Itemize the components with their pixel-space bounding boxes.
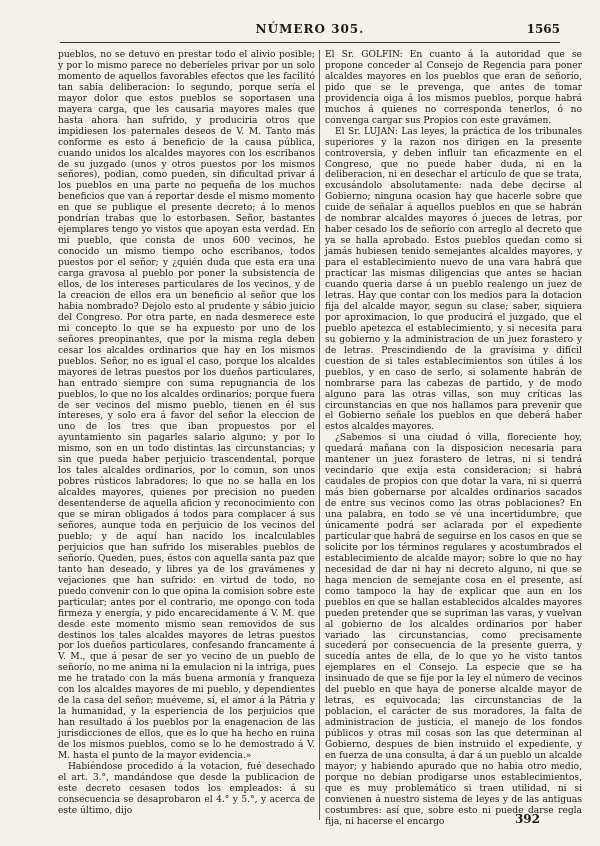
column-divider (319, 50, 321, 820)
left-column (58, 50, 315, 817)
footer-page-number: 392 (514, 812, 540, 826)
left-paragraph: pueblos, no se detuvo en prestar todo el alivio posible; y por lo mismo parece no deberíeles privar por un solo momento de aquellos favorables efectos que les facilitó tan sabia deliberacion: lo segundo, porque sería el mayor dolor que estos pueblos se soportasen una mayera carga, que les causaria mayores males que hasta ahora han sufrido, y produciria otros que impidiesen los paternales deseos de V. M. Tanto más conforme es esto á beneficio de la causa pública, cuando unidos los alcaldes mayores con los escribanos de su juzgado (unos y otros puestos por los mismos señores), podian, como pueden, sin dificultad privar á los pueblos en una parte no pequeña de los muchos beneficios que van á reportar desde el mismo momento en que se publique el presente decreto; á lo menos pondrían trabas que lo estorbasen. Señor, bastantes ejemplares tengo yo vistos que apoyan esta verdad. En mi pueblo, que consta de unos 600 vecinos, he conocido un mismo tiempo ocho escribanos, todos puestos por el señor; y ¿quién duda que esta era una carga gravosa al pueblo por poner la subsistencia de ellos, de los intereses particulares de los vecinos, y de la creacion de ellos era un beneficio al señor que los habia nombrado? Dejolo esto al prudente y sábio juicio del Congreso. Por otra parte, en nada desmerece este mi concepto lo que se ha expuesto por uno de los señores preopinantes, que por la misma regla deben cesar los alcaldes ordinarios que hay en los mismos pueblos. Señor, no es igual el caso, porque los alcaldes mayores de letras puestos por los dueños particulares, han entrado siempre con suma repugnancia de los pueblos, lo que no los alcaldes ordinarios; porque fuera de ser vecinos del mismo pueblo, tienen en él sus intereses, y solo era á favor del señor la eleccion de uno de los tres que iban propuestos por el ayuntamiento sin pagarles salario alguno; y por lo mismo, son en un todo distintas las circunstancias; y sin que pueda haber perjuicio trascendental, porque los tales alcaldes ordinarios, por lo comun, son unos pobres rústicos labradores; lo que no se halla en los alcaldes mayores, quienes por precision no pueden desentenderse de aquella aficion y reconocimiento con que se miran obligados á todos para complacer á sus señores, aunque toda en perjuicio de los vecinos del pueblo; y de aquí han nacido los incalculables perjuicios que han sufrido los miserables pueblos de señorío. Queden, pues, éstos con aquella santa paz que tanto han deseado, y libres ya de los gravámenes y vejaciones que han sufrido: en virtud de todo, no puedo convenir con lo que opina la comision sobre este particular; antes por el contrario, me opongo con toda firmeza y energía, y pido encarecidamente á V. M. que desde este momento mismo sean removidos de sus destinos los tales alcaldes mayores de letras puestos por los dueños particulares, confesando francamente á V. M., que á pesar de ser yo vecino de un pueblo de señorío, no me anima ni la emulacion ni la intriga, pues me he tratado con la más buena armonía y franqueza con los alcaldes mayores de mi pueblo, y dependientes de la casa del señor; muéveme, sí, el amor á la Pátria y la humanidad, y la esperiencia de los perjuicios que han resultado á los pueblos por la enagenacion de las jurisdicciones de ellos, que es lo que ha hecho en ruina de los mismos pueblos, como se lo he demostrado á V. M. hasta el punto de la mayor evidencia.» (58, 50, 315, 761)
right-paragraph: El Sr. LUJAN: Las leyes, la práctica de los tribunales superiores y la razon nos dirigen en la presente controversia, y deben influir tan eficazmente en el Congreso, que no puede haber duda, ni en la deliberacion, ni en desechar el artículo de que se trata, excusándolo absolutamente: nada debe decirse al Gobierno; ninguna ocasion hay que hacerle sobre que cuide de señalar á aquellos pueblos en que se habrán de nombrar alcaldes mayores ó jueces de letras, por haber cesado los de señorío con arreglo al decreto que ya se halla aprobado. Estos pueblos quedan como si jamás hubiesen tenido semejantes alcaldes mayores, y para el establecimiento nuevo de una vara habrá que practicar las mismas diligencias que antes se hacian cuando queria darse á un pueblo realengo un juez de letras. Hay que contar con los medios para la dotacion fija del alcalde mayor, segun su clase; saber, siquiera por aproximacion, lo que producirá el juzgado, que el pueblo apetezca el establecimiento, y si necesita para su gobierno y la administracion de un juez forastero y de letras. Prescindiendo de la gravísima y difícil cuestion de si tales establecimientos son útiles á los pueblos, y en caso de serlo, si solamente habrán de nombrarse para las cabezas de partido, y de modo alguno para las otras villas, son muy críticas las circunstancias en que nos hallamos para prevenir que el Gobierno señale los pueblos en que deberá haber estos alcaldes mayores. (325, 126, 582, 433)
header-page-number: 1565 (526, 22, 560, 36)
page-header (60, 22, 560, 42)
header-rule (60, 42, 560, 44)
right-paragraph: El Sr. GOLFIN: En cuanto á la autoridad que se propone conceder al Consejo de Regencia para poner alcaldes mayores en los pueblos que eran de señorío, pido que se le prevenga, que antes de tomar providencia oiga á los mismos pueblos, porque habrá muchos á quienes no corresponda tenerlos, ó no convenga cargar sus Propios con este gravámen. (325, 50, 582, 126)
right-column (325, 50, 582, 828)
right-paragraph: ¿Sabemos si una ciudad ó villa, floreciente hoy, quedará mañana con la disposicion necesaria para mantener un juez forastero de letras, ni si tendrá vecindario que exija esta consideracion; si habrá caudales de propios con que dotar la vara, ni si querrá más bien gobernarse por alcaldes ordinarios sacados de entre sus vecinos como las otras poblaciones? En una palabra, en todo se vé una incertidumbre, que únicamente podrá ser aclarada por el expediente particular que habrá de seguirse en los casos en que se solicite por los términos regulares y acostumbrados el establecimiento de alcalde mayor; sobre lo que no hay necesidad de dar ni hay ni decreto alguno, ni que se haga mencion de semejante cosa en el presente, así como tampoco la hay de explicar que aun en los pueblos en que se hallan establecidos alcaldes mayores pueden pretender que se supriman las varas, y vuelvan al gobierno de los alcaldes ordinarios por haber variado las circunstancias, como precisamente sucederá por consecuencia de la presente guerra, y sucedía antes de ella, de lo que yo he visto tantos ejemplares en el Consejo. La especie que se ha insinuado de que se fije por la ley el número de vecinos del pueblo en que haya de ponerse alcalde mayor de letras, es equivocada; las circunstancias de la poblacion, el carácter de sus moradores, la falta de administracion de justicia, el manejo de los fondos públicos y otras mil cosas son las que determinan al Gobierno, despues de bien instruido el expediente, y en fuerza de una consulta, á dar á un pueblo un alcalde mayor; y habiendo apurado que no habia otro medio, porque no debían prodigarse unos establecimientos, que es muy problemático si traen utilidad, ni si convienen á nuestro sistema de leyes y de las antiguas costumbres: así que, sobre esto ni puede darse regla fija, ni hacerse el encargo (325, 433, 582, 827)
issue-number: NÚMERO 305. (255, 22, 365, 36)
left-paragraph: Habiéndose procedido á la votacion, fué desechado el art. 3.°, mandándose que desde la publicacion de este decreto cesasen todos los empleados: á su consecuencia se desaprobaron el 4.° y 5.°, y acerca de este último, dijo (58, 761, 315, 816)
